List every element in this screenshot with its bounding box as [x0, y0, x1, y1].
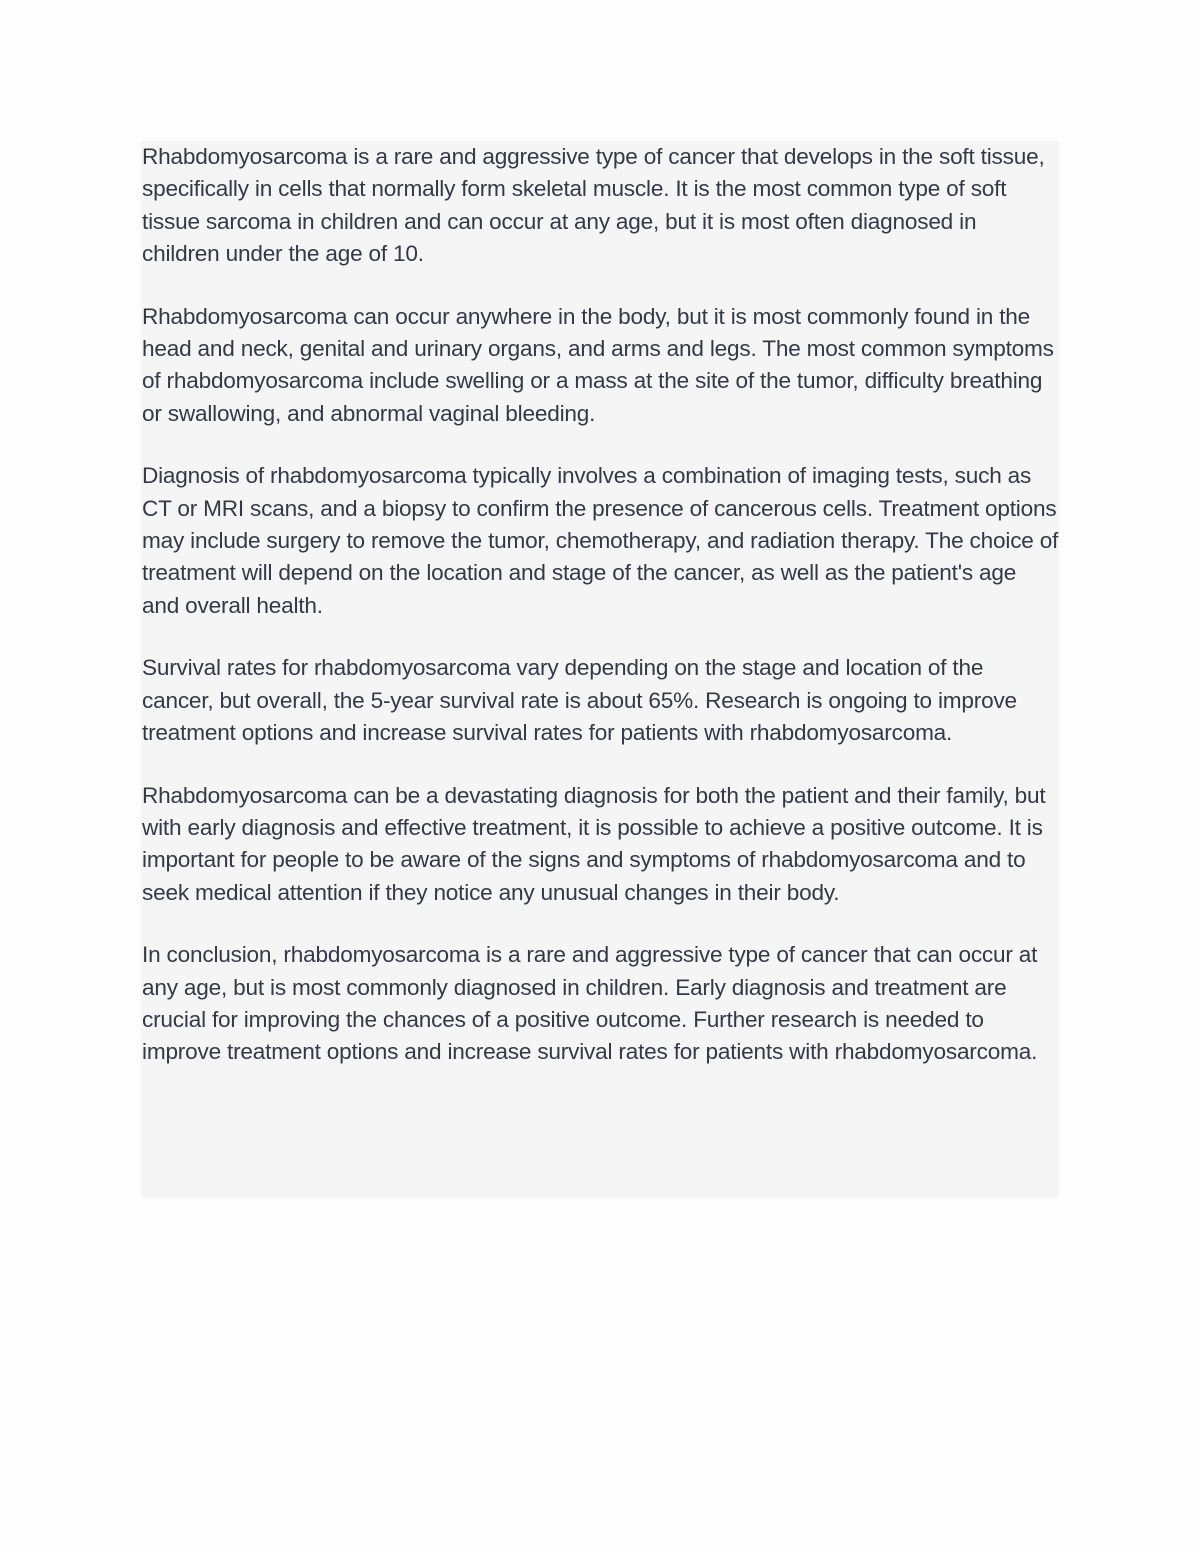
- paragraph-6: In conclusion, rhabdomyosarcoma is a rare and aggressive type of cancer that can occur at any age, but is most commonly diagnosed in children. Early diagnosis and treatment are crucial for improving the chances of a positive outcome. Further research is needed to improve treatment options and increase survival rates for patients with rhabdomyosarcoma.: [142, 942, 1038, 1065]
- text-block: [141, 141, 1059, 1198]
- paragraph-3: Diagnosis of rhabdomyosarcoma typically involves a combination of imaging tests, such as CT or MRI scans, and a biopsy to confirm the presence of cancerous cells. Treatment options may include surgery to remove the tumor, chemotherapy, and radiation therapy. The choice of treatment will depend on the location and stage of the cancer, as well as the patient's age and overall health.: [142, 463, 1059, 618]
- paragraph-1: Rhabdomyosarcoma is a rare and aggressive type of cancer that develops in the soft tissue, specifically in cells that normally form skeletal muscle. It is the most common type of soft tissue sarcoma in children and can occur at any age, but it is most often diagnosed in children under the age of 10.: [142, 144, 1045, 267]
- paragraph-2: Rhabdomyosarcoma can occur anywhere in the body, but it is most commonly found in the head and neck, genital and urinary organs, and arms and legs. The most common symptoms of rhabdomyosarcoma include swelling or a mass at the site of the tumor, difficulty breathing or swallowing, and abnormal vaginal bleeding.: [142, 303, 1054, 426]
- paragraph-4: Survival rates for rhabdomyosarcoma vary depending on the stage and location of the cancer, but overall, the 5-year survival rate is about 65%. Research is ongoing to improve treatment options and increase survival rates for patients with rhabdomyosarcoma.: [142, 655, 1017, 746]
- paragraph-5: Rhabdomyosarcoma can be a devastating diagnosis for both the patient and their family, but with early diagnosis and effective treatment, it is possible to achieve a positive outcome. It is important for people to be aware of the signs and symptoms of rhabdomyosarcoma and to seek medical attention if they notice any unusual changes in their body.: [142, 782, 1046, 905]
